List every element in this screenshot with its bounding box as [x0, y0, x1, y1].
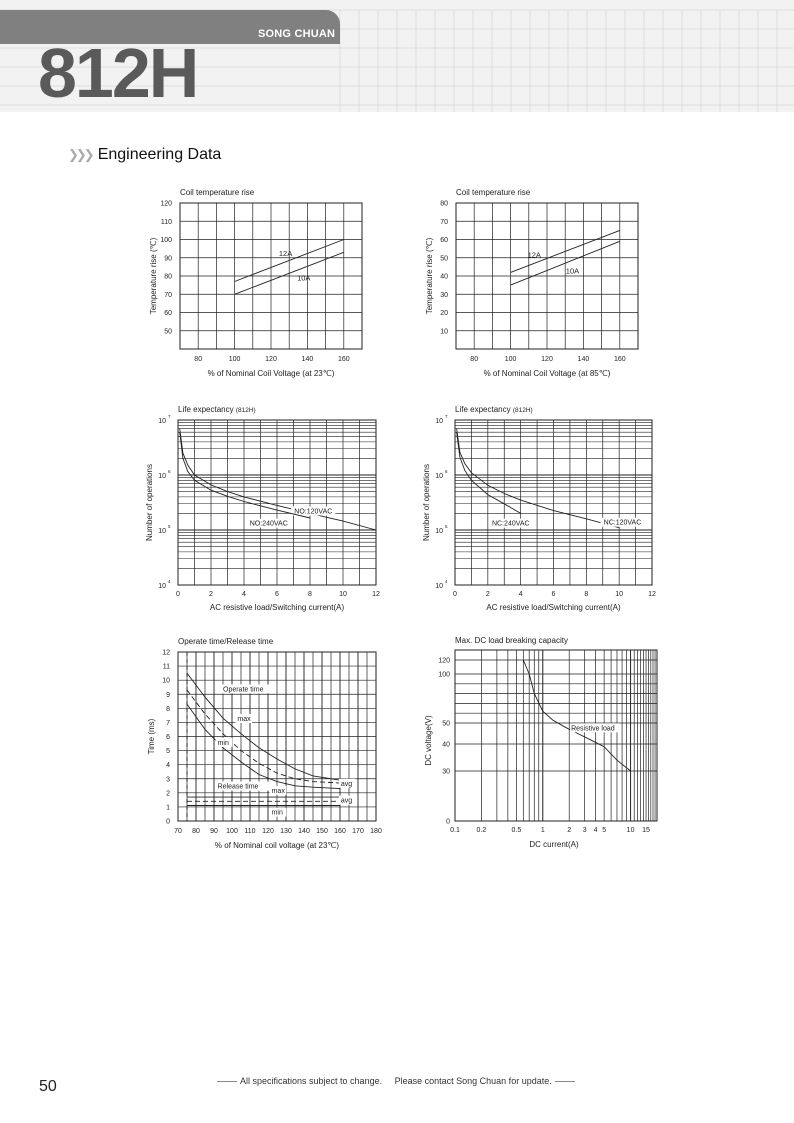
x-axis-label: % of Nominal Coil Voltage (at 85℃)	[483, 369, 611, 378]
release-min-label: min	[271, 809, 283, 817]
y-tick-exponent: 7	[445, 414, 448, 419]
chart-title: Max. DC load breaking capacity	[455, 636, 568, 645]
series-label: 10A	[297, 273, 311, 283]
y-tick-label: 0	[166, 818, 170, 826]
x-tick-label: 6	[275, 591, 279, 598]
chart-title: Coil temperature rise	[456, 188, 531, 197]
y-tick-label: 10	[162, 677, 170, 685]
chart-coil23	[149, 188, 362, 378]
x-tick-label: 160	[613, 356, 626, 363]
y-tick-exponent: 5	[445, 524, 448, 529]
x-tick-label: 5	[602, 827, 607, 834]
operate-avg-label: avg	[340, 780, 353, 788]
chart-title-suffix: (812H)	[512, 407, 533, 414]
y-tick-exponent: 4	[445, 579, 448, 584]
series-line-NC120VAC	[457, 429, 620, 528]
x-tick-label: 0.1	[450, 827, 460, 834]
y-tick-label: 10	[158, 583, 166, 590]
y-tick-label: 100	[160, 237, 172, 244]
y-tick-label: 4	[166, 762, 170, 770]
x-tick-label: 100	[226, 828, 238, 835]
x-axis-label: AC resistive load/Switching current(A)	[209, 603, 345, 612]
x-tick-label: 110	[244, 828, 256, 835]
y-tick-label: 3	[166, 776, 170, 784]
y-tick-label: 30	[442, 768, 450, 776]
y-tick-label: 50	[164, 328, 172, 336]
y-tick-label: 50	[442, 720, 450, 728]
y-tick-label: 10	[435, 528, 443, 535]
series-label: NO:240VAC	[249, 520, 288, 528]
chart-title-main: Life expectancy	[178, 405, 236, 414]
y-tick-label: 10	[435, 473, 443, 480]
y-tick-label: 110	[160, 218, 172, 226]
x-tick-label: 150	[316, 828, 328, 835]
y-tick-label: 10	[158, 528, 166, 535]
chart-title: Operate time/Release time	[178, 637, 274, 646]
operate-min-label: min	[217, 739, 229, 747]
x-tick-label: 140	[577, 356, 590, 363]
y-tick-label: 10	[158, 418, 166, 425]
y-tick-label: 30	[440, 291, 448, 299]
y-tick-label: 8	[166, 705, 170, 713]
x-tick-label: 4	[518, 591, 523, 598]
x-tick-label: 120	[265, 356, 277, 363]
y-axis-label: Time (ms)	[147, 718, 156, 755]
y-tick-label: 60	[440, 237, 448, 244]
y-tick-exponent: 6	[445, 469, 448, 474]
chart-title-suffix: (812H)	[235, 407, 256, 414]
x-tick-label: 6	[551, 591, 556, 598]
series-label: 12A	[527, 250, 541, 260]
x-tick-label: 0.2	[476, 827, 487, 834]
section-title-text: Engineering Data	[97, 146, 222, 163]
release-time-label: Release time	[217, 783, 259, 791]
x-tick-label: 80	[194, 356, 203, 363]
operate-time-label: Operate time	[223, 686, 264, 694]
y-tick-label: 9	[166, 691, 170, 699]
x-tick-label: 120	[262, 828, 274, 835]
series-line-resistive-load	[523, 660, 630, 771]
x-tick-label: 0	[453, 591, 457, 598]
y-tick-label: 70	[164, 291, 172, 299]
y-tick-exponent: 7	[168, 414, 171, 419]
series-label: 10A	[565, 266, 580, 276]
series-label: NC:240VAC	[492, 520, 530, 528]
y-tick-label: 10	[435, 583, 443, 590]
y-tick-exponent: 4	[168, 579, 171, 584]
x-tick-label: 100	[228, 356, 241, 363]
x-tick-label: 120	[541, 356, 553, 363]
footer-note-right: Please contact Song Chuan for update.	[394, 1076, 552, 1086]
chart-title	[455, 405, 533, 414]
x-tick-label: 2	[567, 827, 572, 834]
chart-lifeNO	[145, 405, 380, 612]
chart-lifeNC	[422, 405, 656, 612]
y-tick-label: 12	[162, 649, 170, 657]
y-tick-label: 80	[164, 273, 172, 281]
chart-title: Coil temperature rise	[180, 188, 255, 197]
operate-max-label: max	[237, 716, 251, 724]
y-tick-label: 20	[440, 310, 448, 317]
x-tick-label: 140	[298, 828, 310, 835]
y-tick-label: 60	[164, 310, 172, 317]
y-tick-label: 80	[440, 200, 448, 208]
y-tick-label: 70	[440, 218, 448, 226]
x-tick-label: 130	[280, 828, 292, 835]
x-axis-label: AC resistive load/Switching current(A)	[486, 603, 621, 612]
x-tick-label: 100	[504, 356, 517, 363]
y-tick-label: 10	[158, 473, 166, 480]
x-tick-label: 12	[372, 591, 380, 598]
x-tick-label: 12	[648, 591, 656, 598]
x-tick-label: 3	[582, 827, 587, 834]
x-tick-label: 8	[308, 591, 312, 598]
y-tick-label: 40	[440, 273, 448, 281]
y-axis-label: Number of operations	[422, 464, 431, 541]
y-tick-label: 7	[166, 719, 170, 727]
model-number: 812H	[38, 34, 198, 112]
release-max-label: max	[271, 787, 285, 795]
x-tick-label: 10	[626, 827, 635, 834]
y-axis-label: Number of operations	[145, 464, 154, 541]
chart-optime	[147, 637, 382, 850]
x-tick-label: 8	[584, 591, 589, 598]
y-axis-label: Temperature rise (℃)	[149, 237, 158, 315]
x-tick-label: 4	[242, 591, 246, 598]
series-label: Resistive load	[571, 725, 615, 733]
y-tick-label: 5	[166, 748, 170, 756]
y-tick-label: 100	[438, 671, 450, 679]
y-axis-label: Temperature rise (℃)	[425, 237, 434, 315]
x-tick-label: 180	[370, 828, 382, 835]
x-tick-label: 2	[485, 591, 490, 598]
release-avg-label: avg	[340, 797, 353, 805]
x-tick-label: 10	[615, 591, 624, 598]
y-tick-label: 1	[166, 804, 170, 812]
series-line-NC240VAC	[457, 432, 521, 513]
y-tick-exponent: 6	[168, 469, 171, 474]
y-tick-label: 10	[440, 328, 448, 336]
chart-title-main: Life expectancy	[455, 405, 513, 414]
y-tick-label: 11	[162, 663, 170, 671]
y-axis-label: DC voltage(V)	[424, 715, 433, 766]
y-tick-label: 90	[164, 255, 172, 263]
series-line-NO120VAC	[180, 429, 376, 531]
x-axis-label: % of Nominal Coil Voltage (at 23℃)	[207, 369, 335, 378]
page-number: 50	[39, 1078, 57, 1095]
x-tick-label: 80	[470, 356, 479, 363]
chart-title	[178, 405, 256, 414]
x-tick-label: 70	[174, 828, 182, 835]
x-tick-label: 0	[176, 591, 180, 598]
footer-note-left: All specifications subject to change.	[240, 1076, 383, 1086]
brand-name: SONG CHUAN	[258, 28, 336, 40]
x-tick-label: 0.5	[511, 827, 522, 834]
series-line-op_min	[187, 704, 340, 789]
chevron-right-icon: ❯❯❯	[68, 147, 92, 162]
x-tick-label: 15	[642, 827, 650, 834]
x-tick-label: 1	[540, 827, 545, 834]
y-tick-label: 40	[442, 741, 450, 749]
x-tick-label: 4	[593, 827, 598, 834]
y-tick-label: 50	[440, 255, 448, 263]
x-tick-label: 160	[334, 828, 346, 835]
chart-coil85	[425, 188, 638, 378]
x-tick-label: 2	[209, 591, 213, 598]
x-tick-label: 10	[339, 591, 347, 598]
x-axis-label: DC current(A)	[529, 840, 579, 849]
x-tick-label: 160	[337, 356, 350, 363]
series-label: NO:120VAC	[294, 508, 333, 516]
y-tick-label: 0	[446, 818, 450, 826]
y-tick-label: 10	[435, 418, 443, 425]
y-tick-label: 6	[166, 734, 170, 741]
series-label: NC:120VAC	[603, 519, 642, 527]
footer-note	[214, 1076, 578, 1086]
y-tick-label: 2	[166, 790, 170, 798]
series-label: 12A	[278, 248, 293, 258]
x-tick-label: 140	[301, 356, 314, 363]
y-tick-exponent: 5	[168, 524, 171, 529]
chart-dcbreak	[424, 636, 657, 849]
y-tick-label: 120	[438, 657, 450, 665]
y-tick-label: 120	[160, 200, 172, 208]
x-tick-label: 80	[192, 828, 200, 835]
x-axis-label: % of Nominal coil voltage (at 23℃)	[214, 841, 340, 850]
x-tick-label: 90	[210, 828, 218, 835]
x-tick-label: 170	[352, 828, 364, 835]
